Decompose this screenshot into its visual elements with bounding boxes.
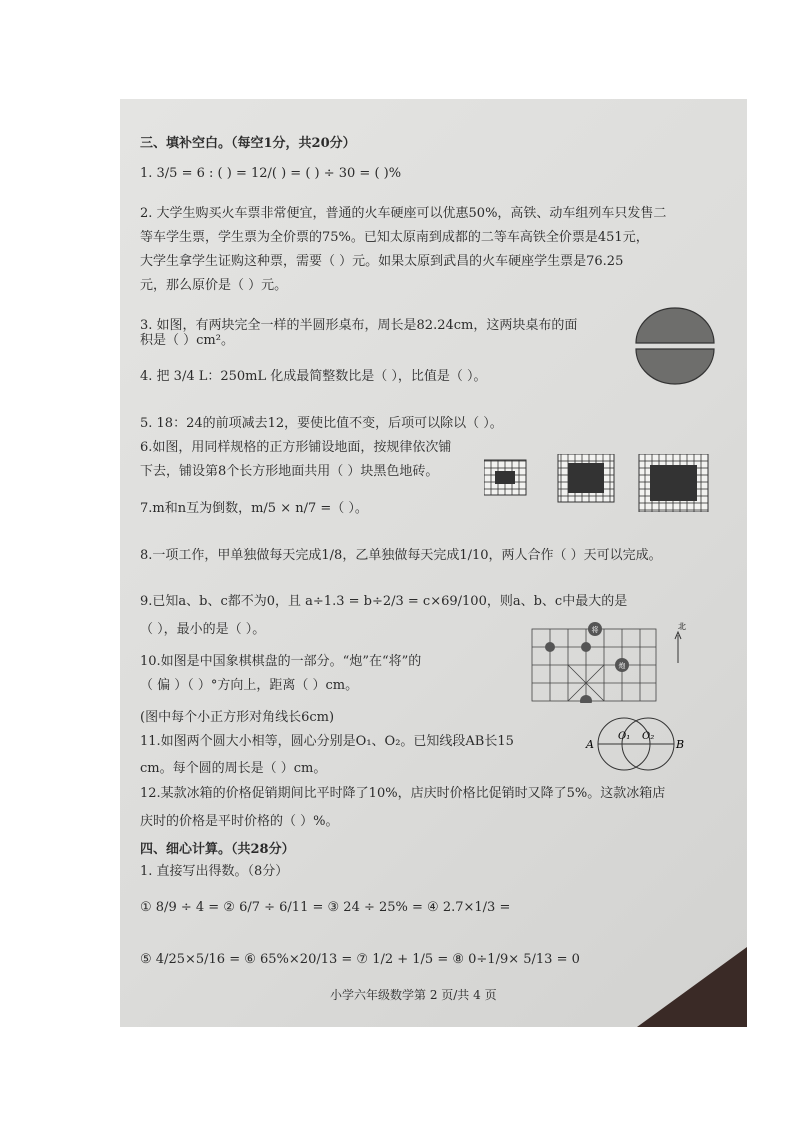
svg-text:将: 将 — [591, 626, 599, 634]
exam-photo — [120, 99, 747, 1027]
question-2-line-1: 2. 大学生购买火车票非常便宜，普通的火车硬座可以优惠50%，高铁、动车组列车只发售二 — [140, 206, 667, 221]
question-11-line-1: 11.如图两个圆大小相等，圆心分别是O₁、O₂。已知线段AB长15 — [140, 734, 514, 749]
chess-piece-pao — [615, 658, 629, 672]
svg-text:北: 北 — [678, 622, 686, 631]
question-2-line-3: 大学生拿学生证购这种票，需要（ ）元。如果太原到武昌的火车硬座学生票是76.25 — [140, 254, 624, 269]
chess-board-figure — [530, 619, 690, 703]
tile-pattern-1 — [484, 460, 526, 495]
svg-text:B: B — [676, 738, 684, 751]
question-3-line-2: 积是（ ）cm²。 — [140, 333, 234, 348]
background-corner — [637, 947, 747, 1027]
page-footer: 小学六年级数学第 2 页/共 4 页 — [330, 988, 497, 1002]
chess-piece-1 — [545, 642, 555, 652]
question-9-line-1: 9.已知a、b、c都不为0，且 a÷1.3 = b÷2/3 = c×69/100，则a、b、c中最大的是 — [140, 594, 628, 609]
question-8: 8.一项工作，甲单独做每天完成1/8，乙单独做每天完成1/10，两人合作（ ）天可以完成。 — [140, 548, 662, 563]
two-circles-figure — [584, 716, 684, 772]
tile-pattern-3 — [639, 454, 708, 512]
semicircle-tablecloth-figure — [634, 306, 716, 386]
question-12-line-1: 12.某款冰箱的价格促销期间比平时降了10%，店庆时价格比促销时又降了5%。这款冰箱店 — [140, 786, 666, 801]
north-arrow-icon — [675, 621, 686, 663]
section-3-title: 三、填补空白。（每空1分，共20分） — [140, 136, 356, 151]
question-10-line-3: (图中每个小正方形对角线长6cm) — [140, 710, 335, 725]
question-10-line-1: 10.如图是中国象棋棋盘的一部分。“炮”在“将”的 — [140, 654, 422, 669]
question-3-line-1: 3. 如图，有两块完全一样的半圆形桌布，周长是82.24cm，这两块桌布的面 — [140, 318, 578, 333]
section-4-subtitle: 1. 直接写出得数。（8分） — [140, 864, 289, 879]
question-11-line-2: cm。每个圆的周长是（ ）cm。 — [140, 761, 327, 776]
svg-text:O₂: O₂ — [642, 731, 655, 742]
question-5: 5. 18：24的前项减去12，要使比值不变，后项可以除以（ ）。 — [140, 416, 503, 431]
question-7: 7.m和n互为倒数，m/5 × n/7 =（ ）。 — [140, 501, 368, 516]
svg-text:O₁: O₁ — [618, 731, 631, 742]
chess-piece-jiang — [588, 622, 602, 636]
question-12-line-2: 庆时的价格是平时价格的（ ）%。 — [140, 814, 339, 829]
svg-text:A: A — [586, 738, 594, 751]
calc-row-2: ⑤ 4/25×5/16 = ⑥ 65%×20/13 = ⑦ 1/2 + 1/5 = ⑧ 0÷1/9× 5/13 = 0 — [140, 952, 580, 967]
chess-piece-3 — [580, 695, 592, 703]
question-4: 4. 把 3/4 L：250mL 化成最简整数比是（ ），比值是（ ）。 — [140, 369, 487, 384]
section-4-title: 四、细心计算。（共28分） — [140, 842, 295, 857]
question-2-line-4: 元，那么原价是（ ）元。 — [140, 278, 288, 293]
tile-pattern-figure — [484, 454, 710, 512]
question-6-line-2: 下去，铺设第8个长方形地面共用（ ）块黑色地砖。 — [140, 464, 439, 479]
calc-row-1: ① 8/9 ÷ 4 = ② 6/7 ÷ 6/11 = ③ 24 ÷ 25% = ④ 2.7×1/3 = — [140, 900, 511, 915]
tile-pattern-2 — [558, 454, 614, 502]
question-10-line-2: （ 偏 ）（ ）°方向上，距离（ ）cm。 — [140, 678, 359, 693]
question-2-line-2: 等车学生票，学生票为全价票的75%。已知太原南到成都的二等车高铁全价票是451元， — [140, 230, 649, 245]
question-1: 1. 3/5 = 6 : ( ) = 12/( ) = ( ) ÷ 30 = ( )% — [140, 166, 402, 181]
question-6-line-1: 6.如图，用同样规格的正方形铺设地面，按规律依次铺 — [140, 440, 452, 455]
chess-piece-2 — [581, 642, 591, 652]
svg-text:炮: 炮 — [618, 662, 626, 670]
question-9-line-2: （ ），最小的是（ ）。 — [140, 622, 266, 637]
